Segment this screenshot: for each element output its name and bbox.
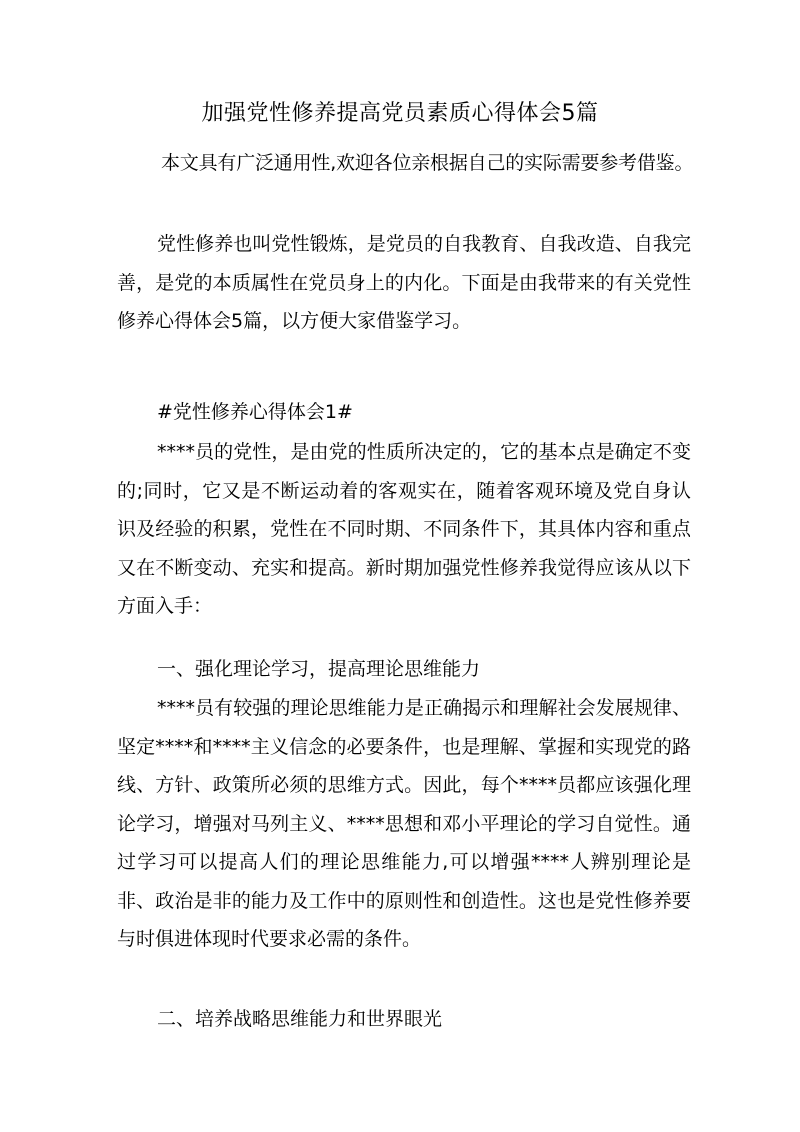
- section-heading-1: #党性修养心得体会1#: [157, 401, 353, 423]
- document-title: 加强党性修养提高党员素质心得体会5篇: [201, 101, 599, 126]
- subheading-strategic-thinking: 二、培养战略思维能力和世界眼光: [157, 1008, 443, 1030]
- document-intro: 本文具有广泛通用性,欢迎各位亲根据自己的实际需要参考借鉴。: [161, 152, 694, 174]
- paragraph-party-nature: ****员的党性，是由党的性质所决定的，它的基本点是确定不变的;同时，它又是不断运动着的客观实在，随着客观环境及党自身认识及经验的积累，党性在不同时期、不同条件下，其具体内容和重点又在不断变动、充实和提高。新时期加强党性修养我觉得应该从以下方面入手：: [117, 441, 691, 617]
- paragraph-theory-study: ****员有较强的理论思维能力是正确揭示和理解社会发展规律、坚定****和****主义信念的必要条件，也是理解、掌握和实现党的路线、方针、政策所必须的思维方式。因此，每个****员都应该强化理论学习，增强对马列主义、****思想和邓小平理论的学习自觉性。通过学习可以提高人们的理论思维能力,可以增强****人辨别理论是非、政治是非的能力及工作中的原则性和创造性。这也是党性修养要与时俱进体现时代要求必需的条件。: [117, 697, 691, 950]
- subheading-theory-study: 一、强化理论学习，提高理论思维能力: [157, 658, 481, 680]
- paragraph-overview: 党性修养也叫党性锻炼，是党员的自我教育、自我改造、自我完善，是党的本质属性在党员身上的内化。下面是由我带来的有关党性修养心得体会5篇，以方便大家借鉴学习。: [117, 233, 691, 332]
